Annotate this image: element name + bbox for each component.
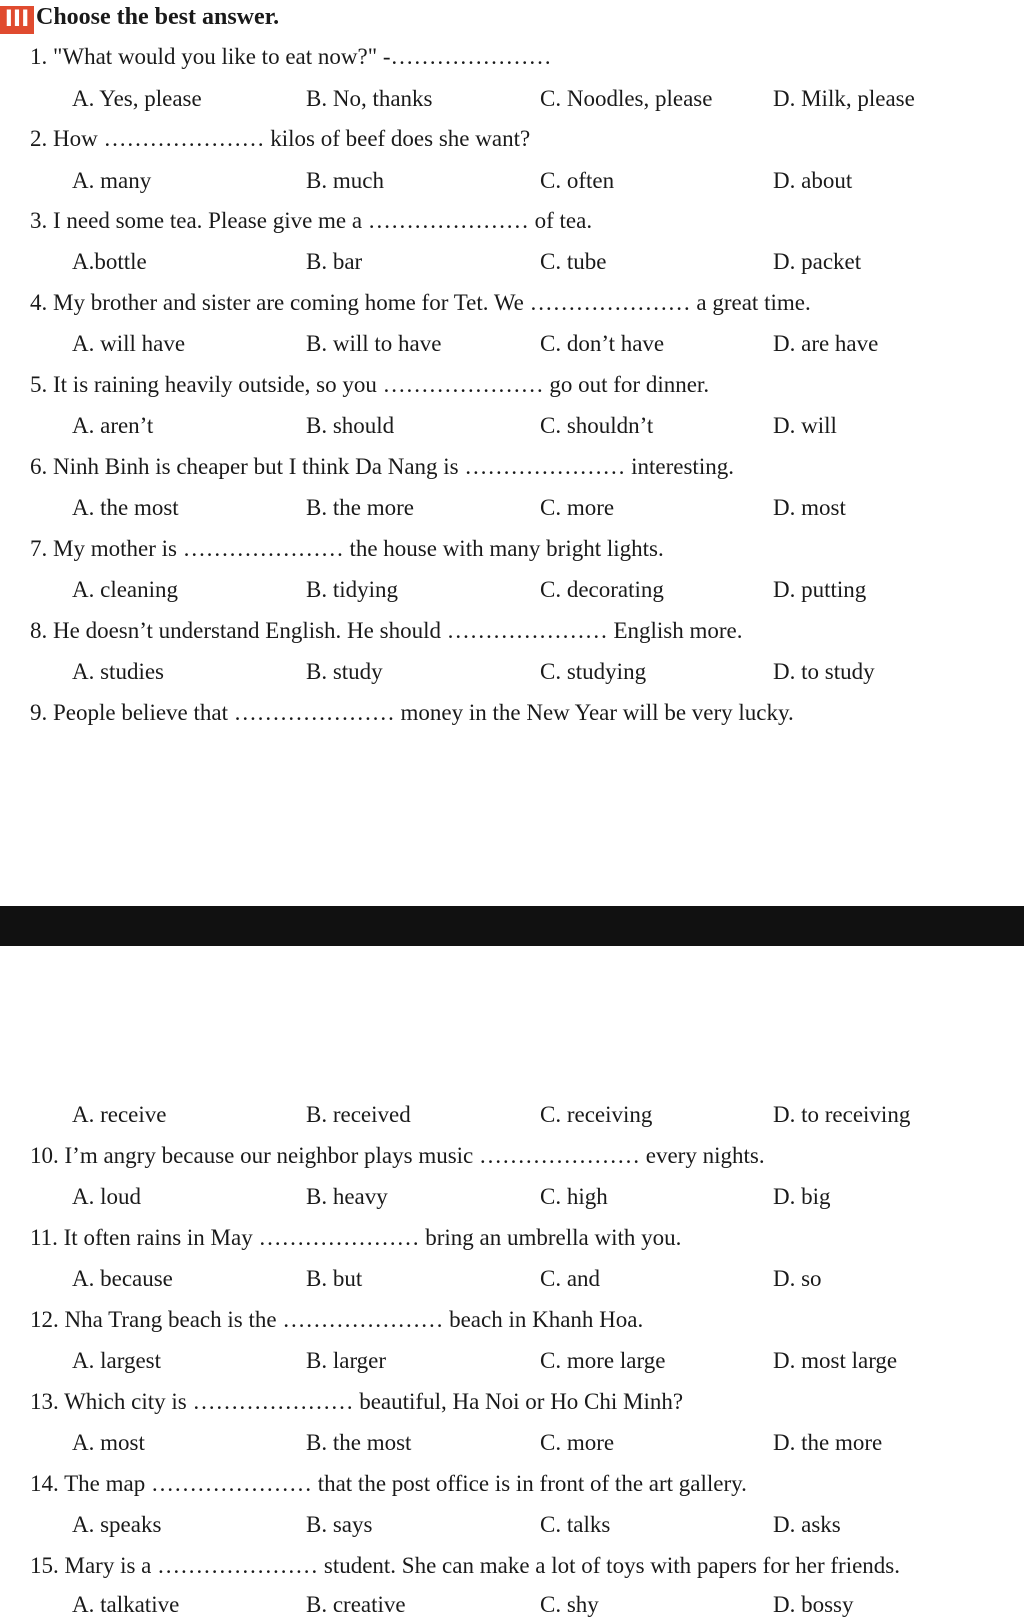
- question-6: 6. Ninh Binh is cheaper but I think Da Nang is ………………… interesting.: [30, 454, 734, 479]
- question-8: 8. He doesn’t understand English. He should ………………… English more.: [30, 618, 743, 643]
- q8-option-c: C. studying: [540, 659, 647, 684]
- q7-option-b: B. tidying: [306, 577, 399, 602]
- q5-option-d: D. will: [773, 413, 837, 438]
- q14-option-a: A. speaks: [72, 1512, 162, 1537]
- question-5: 5. It is raining heavily outside, so you ………………… go out for dinner.: [30, 372, 710, 397]
- q8-option-a: A. studies: [72, 659, 164, 684]
- q5-option-b: B. should: [306, 413, 395, 438]
- q9-option-d: D. to receiving: [773, 1102, 911, 1127]
- q1-option-a: A. Yes, please: [72, 86, 202, 111]
- q15-option-a: A. talkative: [72, 1592, 180, 1617]
- q10-option-d: D. big: [773, 1184, 831, 1209]
- q3-option-c: C. tube: [540, 249, 607, 274]
- divider-band: [0, 906, 1024, 946]
- q11-option-a: A. because: [72, 1266, 173, 1291]
- q11-option-d: D. so: [773, 1266, 822, 1291]
- q6-option-c: C. more: [540, 495, 615, 520]
- q4-option-d: D. are have: [773, 331, 879, 356]
- q2-option-a: A. many: [72, 168, 152, 193]
- q11-option-c: C. and: [540, 1266, 601, 1291]
- question-10: 10. I’m angry because our neighbor plays music ………………… every nights.: [30, 1143, 765, 1168]
- q4-option-c: C. don’t have: [540, 331, 665, 356]
- q1-option-b: B. No, thanks: [306, 86, 433, 111]
- question-15: 15. Mary is a ………………… student. She can make a lot of toys with papers for her friends.: [30, 1553, 900, 1578]
- q13-option-d: D. the more: [773, 1430, 883, 1455]
- q7-option-c: C. decorating: [540, 577, 664, 602]
- q10-option-c: C. high: [540, 1184, 608, 1209]
- q3-option-d: D. packet: [773, 249, 862, 274]
- q12-option-b: B. larger: [306, 1348, 387, 1373]
- question-14: 14. The map ………………… that the post office is in front of the art gallery.: [30, 1471, 747, 1496]
- question-4: 4. My brother and sister are coming home for Tet. We ………………… a great time.: [30, 290, 811, 315]
- q12-option-d: D. most large: [773, 1348, 898, 1373]
- question-3: 3. I need some tea. Please give me a ………………… of tea.: [30, 208, 593, 233]
- question-9: 9. People believe that ………………… money in the New Year will be very lucky.: [30, 700, 794, 725]
- section-number-badge: III: [0, 6, 34, 34]
- q6-option-d: D. most: [773, 495, 846, 520]
- q4-option-a: A. will have: [72, 331, 186, 356]
- q8-option-d: D. to study: [773, 659, 875, 684]
- q7-option-d: D. putting: [773, 577, 867, 602]
- q15-option-b: B. creative: [306, 1592, 406, 1617]
- q4-option-b: B. will to have: [306, 331, 442, 356]
- q1-option-c: C. Noodles, please: [540, 86, 713, 111]
- question-11: 11. It often rains in May ………………… bring an umbrella with you.: [30, 1225, 682, 1250]
- q14-option-c: C. talks: [540, 1512, 611, 1537]
- q10-option-b: B. heavy: [306, 1184, 388, 1209]
- q13-option-c: C. more: [540, 1430, 615, 1455]
- section-title: Choose the best answer.: [36, 4, 280, 30]
- q15-option-c: C. shy: [540, 1592, 599, 1617]
- q9-option-c: C. receiving: [540, 1102, 653, 1127]
- q1-option-d: D. Milk, please: [773, 86, 915, 111]
- q12-option-a: A. largest: [72, 1348, 162, 1373]
- q9-option-b: B. received: [306, 1102, 411, 1127]
- question-2: 2. How ………………… kilos of beef does she want?: [30, 126, 531, 151]
- q10-option-a: A. loud: [72, 1184, 141, 1209]
- q3-option-b: B. bar: [306, 249, 363, 274]
- q8-option-b: B. study: [306, 659, 383, 684]
- q7-option-a: A. cleaning: [72, 577, 179, 602]
- q2-option-c: C. often: [540, 168, 615, 193]
- question-1: 1. "What would you like to eat now?" -…………………: [30, 44, 552, 69]
- question-13: 13. Which city is ………………… beautiful, Ha Noi or Ho Chi Minh?: [30, 1389, 684, 1414]
- q15-option-d: D. bossy: [773, 1592, 854, 1617]
- question-12: 12. Nha Trang beach is the ………………… beach in Khanh Hoa.: [30, 1307, 644, 1332]
- q12-option-c: C. more large: [540, 1348, 666, 1373]
- q2-option-b: B. much: [306, 168, 384, 193]
- q13-option-b: B. the most: [306, 1430, 412, 1455]
- q5-option-a: A. aren’t: [72, 413, 154, 438]
- q11-option-b: B. but: [306, 1266, 363, 1291]
- q9-option-a: A. receive: [72, 1102, 167, 1127]
- q14-option-d: D. asks: [773, 1512, 841, 1537]
- q13-option-a: A. most: [72, 1430, 145, 1455]
- q6-option-a: A. the most: [72, 495, 179, 520]
- q14-option-b: B. says: [306, 1512, 373, 1537]
- q6-option-b: B. the more: [306, 495, 414, 520]
- q5-option-c: C. shouldn’t: [540, 413, 654, 438]
- q2-option-d: D. about: [773, 168, 853, 193]
- question-7: 7. My mother is ………………… the house with many bright lights.: [30, 536, 664, 561]
- q3-option-a: A.bottle: [72, 249, 147, 274]
